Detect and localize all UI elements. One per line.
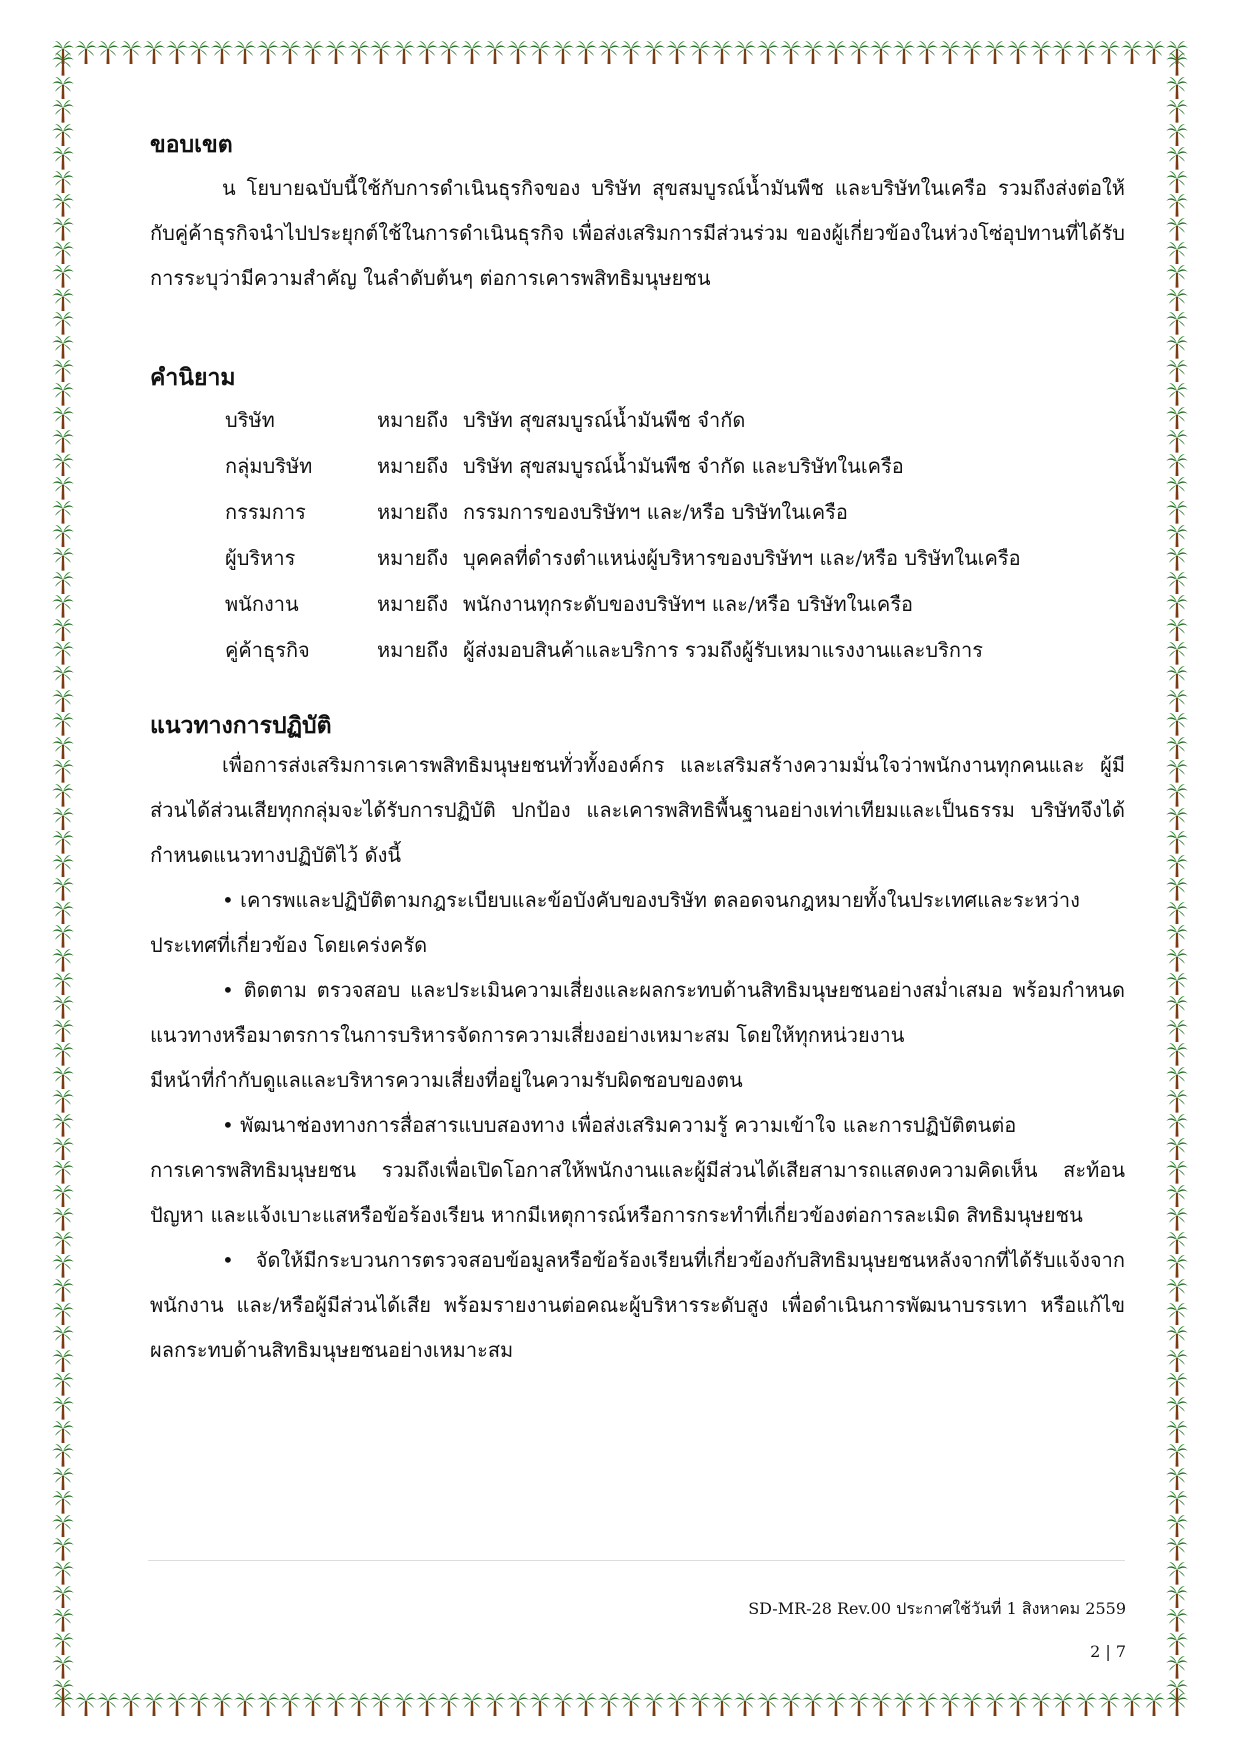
palm-tree-icon xyxy=(1166,406,1188,430)
palm-tree-icon xyxy=(1166,241,1188,265)
palm-tree-icon xyxy=(484,1692,506,1716)
palm-tree-icon xyxy=(689,40,711,64)
definition-text: บริษัท สุขสมบูรณ์น้ำมันพืช จำกัด xyxy=(463,408,746,432)
palm-tree-icon xyxy=(757,1692,779,1716)
palm-tree-icon xyxy=(1166,123,1188,147)
palm-tree-icon xyxy=(52,1089,74,1113)
palm-tree-icon xyxy=(893,40,915,64)
palm-tree-icon xyxy=(166,40,188,64)
palm-tree-icon xyxy=(52,948,74,972)
palm-tree-icon xyxy=(143,1692,165,1716)
palm-tree-icon xyxy=(52,736,74,760)
palm-tree-icon xyxy=(1166,1302,1188,1326)
palm-tree-icon xyxy=(1166,146,1188,170)
palm-tree-icon xyxy=(52,1443,74,1467)
palm-tree-icon xyxy=(52,1160,74,1184)
palm-tree-icon xyxy=(325,1692,347,1716)
palm-tree-icon xyxy=(52,99,74,123)
palm-tree-icon xyxy=(52,1349,74,1373)
palm-tree-icon xyxy=(393,40,415,64)
palm-tree-icon xyxy=(598,1692,620,1716)
palm-tree-icon xyxy=(620,1692,642,1716)
palm-tree-icon xyxy=(393,1692,415,1716)
footer-document-reference: SD-MR-28 Rev.00 ประกาศใช้วันที่ 1 สิงหาคม 2559 xyxy=(748,1599,1126,1618)
palm-tree-icon xyxy=(1166,382,1188,406)
palm-tree-icon xyxy=(1166,1137,1188,1161)
palm-tree-icon xyxy=(780,1692,802,1716)
palm-tree-icon xyxy=(939,1692,961,1716)
palm-tree-icon xyxy=(52,123,74,147)
palm-tree-icon xyxy=(666,40,688,64)
palm-tree-icon xyxy=(643,40,665,64)
palm-tree-icon xyxy=(1166,1655,1188,1679)
palm-tree-icon xyxy=(188,40,210,64)
palm-tree-icon xyxy=(52,217,74,241)
definition-means: หมายถึง xyxy=(377,454,449,478)
palm-tree-icon xyxy=(438,40,460,64)
palm-tree-icon xyxy=(1166,854,1188,878)
palm-tree-icon xyxy=(1166,972,1188,996)
bullet-1: • เคารพและปฏิบัติตามกฎระเบียบและข้อบังคับของบริษัท ตลอดจนกฎหมายทั้งในประเทศและระหว่าง xyxy=(222,888,1080,912)
palm-tree-icon xyxy=(1166,76,1188,100)
palm-tree-icon xyxy=(52,193,74,217)
palm-tree-icon xyxy=(52,476,74,500)
palm-tree-icon xyxy=(1166,359,1188,383)
palm-tree-icon xyxy=(1166,524,1188,548)
palm-tree-icon xyxy=(1166,948,1188,972)
guidelines-heading: แนวทางการปฏิบัติ xyxy=(150,712,332,739)
palm-tree-icon xyxy=(916,40,938,64)
palm-tree-icon xyxy=(848,40,870,64)
palm-tree-icon xyxy=(52,288,74,312)
palm-tree-icon xyxy=(52,382,74,406)
palm-tree-icon xyxy=(1007,40,1029,64)
palm-tree-icon xyxy=(1098,1692,1120,1716)
palm-tree-icon xyxy=(1166,453,1188,477)
palm-tree-icon xyxy=(52,524,74,548)
palm-tree-icon xyxy=(643,1692,665,1716)
palm-tree-icon xyxy=(802,1692,824,1716)
palm-tree-icon xyxy=(1166,618,1188,642)
palm-tree-icon xyxy=(52,1655,74,1679)
palm-tree-icon xyxy=(1166,901,1188,925)
palm-tree-icon xyxy=(52,1231,74,1255)
palm-tree-icon xyxy=(1166,783,1188,807)
definitions-list xyxy=(225,397,1125,673)
palm-tree-icon xyxy=(1166,547,1188,571)
palm-tree-icon xyxy=(52,854,74,878)
palm-tree-icon xyxy=(984,40,1006,64)
palm-tree-icon xyxy=(870,40,892,64)
palm-tree-icon xyxy=(1075,40,1097,64)
definition-text: ผู้ส่งมอบสินค้าและบริการ รวมถึงผู้รับเหมาแรงงานและบริการ xyxy=(463,638,983,662)
palm-tree-icon xyxy=(52,1396,74,1420)
palm-tree-icon xyxy=(120,40,142,64)
palm-tree-icon xyxy=(939,40,961,64)
bullet-3-continuation: การเคารพสิทธิมนุษยชน รวมถึงเพื่อเปิดโอกาสให้พนักงานและผู้มีส่วนได้เสียสามารถแสดงความคิดเห็น สะท้อนปัญหา และแจ้งเบาะแสหรือข้อร้องเรียน หากมีเหตุการณ์หรือการกระทำที่เกี่ยวข้องต่อการละเมิด สิทธิมนุษยชน xyxy=(150,1158,1125,1227)
palm-tree-icon xyxy=(75,40,97,64)
palm-tree-icon xyxy=(52,335,74,359)
palm-tree-icon xyxy=(1166,1420,1188,1444)
palm-tree-icon xyxy=(575,40,597,64)
palm-tree-icon xyxy=(1166,1254,1188,1278)
definition-row xyxy=(225,397,1125,443)
palm-tree-icon xyxy=(1166,335,1188,359)
palm-tree-icon xyxy=(1166,759,1188,783)
definition-row xyxy=(225,581,1125,627)
palm-tree-icon xyxy=(1166,1019,1188,1043)
bullet-2: • ติดตาม ตรวจสอบ และประเมินความเสี่ยงและผลกระทบด้านสิทธิมนุษยชนอย่างสม่ำเสมอ พร้อมกำหนดแนวทางหรือมาตรการในการบริหารจัดการความเสี่ยงอย่างเหมาะสม โดยให้ทุกหน่วยงาน xyxy=(150,978,1125,1047)
palm-tree-icon xyxy=(52,1585,74,1609)
palm-tree-icon xyxy=(52,1066,74,1090)
palm-tree-icon xyxy=(1121,1692,1143,1716)
palm-tree-icon xyxy=(52,972,74,996)
palm-tree-icon xyxy=(1166,193,1188,217)
palm-tree-icon xyxy=(1166,217,1188,241)
palm-tree-icon xyxy=(1075,1692,1097,1716)
palm-tree-icon xyxy=(52,170,74,194)
palm-tree-icon xyxy=(52,1302,74,1326)
palm-tree-icon xyxy=(1166,1207,1188,1231)
palm-tree-icon xyxy=(1166,1679,1188,1703)
palm-tree-icon xyxy=(279,40,301,64)
palm-tree-icon xyxy=(52,1019,74,1043)
palm-tree-icon xyxy=(1166,1089,1188,1113)
palm-tree-icon xyxy=(97,40,119,64)
palm-tree-icon xyxy=(52,1514,74,1538)
palm-tree-icon xyxy=(1166,429,1188,453)
definition-means: หมายถึง xyxy=(377,592,449,616)
palm-tree-icon xyxy=(1166,1113,1188,1137)
palm-tree-icon xyxy=(507,40,529,64)
palm-tree-icon xyxy=(1166,924,1188,948)
palm-tree-icon xyxy=(52,1679,74,1703)
palm-tree-icon xyxy=(552,1692,574,1716)
footer-divider xyxy=(148,1560,1125,1561)
palm-tree-icon xyxy=(52,359,74,383)
palm-tree-icon xyxy=(52,807,74,831)
palm-tree-icon xyxy=(52,1420,74,1444)
palm-tree-icon xyxy=(1052,40,1074,64)
palm-tree-icon xyxy=(348,1692,370,1716)
palm-tree-icon xyxy=(1166,1467,1188,1491)
palm-tree-icon xyxy=(1143,40,1165,64)
palm-tree-icon xyxy=(1166,736,1188,760)
palm-tree-icon xyxy=(893,1692,915,1716)
palm-tree-icon xyxy=(1166,1514,1188,1538)
palm-tree-icon xyxy=(52,1278,74,1302)
bullet-2-continuation: มีหน้าที่กำกับดูแลและบริหารความเสี่ยงที่อยู่ในความรับผิดชอบของตน xyxy=(150,1068,743,1092)
palm-tree-icon xyxy=(234,1692,256,1716)
palm-tree-icon xyxy=(52,830,74,854)
palm-tree-icon xyxy=(1007,1692,1029,1716)
palm-tree-icon xyxy=(52,453,74,477)
palm-tree-icon xyxy=(1166,995,1188,1019)
bullet-4: • จัดให้มีกระบวนการตรวจสอบข้อมูลหรือข้อร้องเรียนที่เกี่ยวข้องกับสิทธิมนุษยชนหลังจากที่ได้รับแจ้งจากพนักงาน และ/หรือผู้มีส่วนได้เสีย พร้อมรายงานต่อคณะผู้บริหารระดับสูง เพื่อดำเนินการพัฒนาบรรเทา หรือแก้ไขผลกระทบด้านสิทธิมนุษยชนอย่างเหมาะสม xyxy=(150,1248,1125,1362)
definition-row xyxy=(225,489,1125,535)
palm-tree-icon xyxy=(1166,1160,1188,1184)
palm-tree-icon xyxy=(52,1467,74,1491)
palm-tree-icon xyxy=(1166,1443,1188,1467)
definition-text: บริษัท สุขสมบูรณ์น้ำมันพืช จำกัด และบริษัทในเครือ xyxy=(463,454,904,478)
definition-term: กรรมการ xyxy=(225,500,306,524)
palm-tree-icon xyxy=(1052,1692,1074,1716)
palm-tree-icon xyxy=(52,241,74,265)
palm-tree-icon xyxy=(1166,264,1188,288)
definition-row xyxy=(225,443,1125,489)
palm-tree-icon xyxy=(1030,40,1052,64)
palm-tree-icon xyxy=(279,1692,301,1716)
palm-tree-icon xyxy=(507,1692,529,1716)
palm-tree-icon xyxy=(961,40,983,64)
palm-tree-icon xyxy=(1166,1325,1188,1349)
palm-tree-icon xyxy=(529,1692,551,1716)
palm-tree-icon xyxy=(1166,1184,1188,1208)
palm-tree-icon xyxy=(52,594,74,618)
palm-tree-icon xyxy=(416,40,438,64)
bullet-1-continuation: ประเทศที่เกี่ยวข้อง โดยเคร่งครัด xyxy=(150,933,428,957)
palm-tree-icon xyxy=(1166,1231,1188,1255)
definition-term: ผู้บริหาร xyxy=(225,546,296,570)
palm-tree-icon xyxy=(1166,1349,1188,1373)
palm-tree-icon xyxy=(52,877,74,901)
palm-tree-icon xyxy=(1166,1561,1188,1585)
palm-tree-icon xyxy=(52,547,74,571)
palm-tree-icon xyxy=(1143,1692,1165,1716)
page-number: 2 | 7 xyxy=(1090,1642,1126,1661)
palm-tree-icon xyxy=(52,406,74,430)
palm-tree-icon xyxy=(1166,594,1188,618)
palm-tree-icon xyxy=(1166,1066,1188,1090)
palm-tree-icon xyxy=(1166,1537,1188,1561)
palm-tree-icon xyxy=(1166,665,1188,689)
palm-tree-icon xyxy=(529,40,551,64)
definition-term: คู่ค้าธุรกิจ xyxy=(225,638,310,662)
palm-tree-icon xyxy=(1166,830,1188,854)
palm-tree-icon xyxy=(1030,1692,1052,1716)
palm-tree-icon xyxy=(1166,476,1188,500)
palm-tree-icon xyxy=(188,1692,210,1716)
palm-tree-icon xyxy=(120,1692,142,1716)
page-border-right xyxy=(1166,52,1188,1702)
palm-tree-icon xyxy=(461,1692,483,1716)
palm-tree-icon xyxy=(802,40,824,64)
palm-tree-icon xyxy=(52,1207,74,1231)
palm-tree-icon xyxy=(1166,99,1188,123)
scope-paragraph: น โยบายฉบับนี้ใช้กับการดำเนินธุรกิจของ บริษัท สุขสมบูรณ์น้ำมันพืช และบริษัทในเครือ รวมถึงส่งต่อให้กับคู่ค้าธุรกิจนำไปประยุกต์ใช้ในการดำเนินธุรกิจ เพื่อส่งเสริมการมีส่วนร่วม ของผู้เกี่ยวข้องในห่วงโซ่อุปทานที่ได้รับการระบุว่ามีความสำคัญ ในลำดับต้นๆ ต่อการเคารพสิทธิมนุษยชน xyxy=(150,176,1125,290)
palm-tree-icon xyxy=(711,1692,733,1716)
palm-tree-icon xyxy=(1166,170,1188,194)
palm-tree-icon xyxy=(711,40,733,64)
palm-tree-icon xyxy=(52,1561,74,1585)
palm-tree-icon xyxy=(75,1692,97,1716)
palm-tree-icon xyxy=(1166,52,1188,76)
palm-tree-icon xyxy=(1166,689,1188,713)
palm-tree-icon xyxy=(257,1692,279,1716)
palm-tree-icon xyxy=(234,40,256,64)
palm-tree-icon xyxy=(52,1372,74,1396)
palm-tree-icon xyxy=(52,995,74,1019)
definition-means: หมายถึง xyxy=(377,546,449,570)
palm-tree-icon xyxy=(52,1537,74,1561)
document-body xyxy=(150,128,1125,1373)
palm-tree-icon xyxy=(870,1692,892,1716)
palm-tree-icon xyxy=(734,40,756,64)
palm-tree-icon xyxy=(1166,1632,1188,1656)
palm-tree-icon xyxy=(52,689,74,713)
palm-tree-icon xyxy=(825,40,847,64)
palm-tree-icon xyxy=(52,1325,74,1349)
palm-tree-icon xyxy=(1166,1585,1188,1609)
palm-tree-icon xyxy=(1166,311,1188,335)
page-border-top xyxy=(52,40,1188,64)
palm-tree-icon xyxy=(689,1692,711,1716)
palm-tree-icon xyxy=(1121,40,1143,64)
definition-means: หมายถึง xyxy=(377,638,449,662)
palm-tree-icon xyxy=(1166,1278,1188,1302)
palm-tree-icon xyxy=(984,1692,1006,1716)
guidelines-intro: เพื่อการส่งเสริมการเคารพสิทธิมนุษยชนทั่วทั้งองค์กร และเสริมสร้างความมั่นใจว่าพนักงานทุกคนและ ผู้มีส่วนได้ส่วนเสียทุกกลุ่มจะได้รับการปฏิบัติ ปกป้อง และเคารพสิทธิพื้นฐานอย่างเท่าเทียมและเป็นธรรม บริษัทจึงได้กำหนดแนวทางปฏิบัติไว้ ดังนี้ xyxy=(150,753,1125,867)
palm-tree-icon xyxy=(97,1692,119,1716)
definition-row xyxy=(225,535,1125,581)
palm-tree-icon xyxy=(1166,1490,1188,1514)
palm-tree-icon xyxy=(757,40,779,64)
palm-tree-icon xyxy=(598,40,620,64)
palm-tree-icon xyxy=(143,40,165,64)
palm-tree-icon xyxy=(484,40,506,64)
palm-tree-icon xyxy=(52,1632,74,1656)
palm-tree-icon xyxy=(52,429,74,453)
palm-tree-icon xyxy=(1166,641,1188,665)
palm-tree-icon xyxy=(52,712,74,736)
palm-tree-icon xyxy=(1166,500,1188,524)
palm-tree-icon xyxy=(848,1692,870,1716)
definition-text: กรรมการของบริษัทฯ และ/หรือ บริษัทในเครือ xyxy=(463,500,848,524)
palm-tree-icon xyxy=(52,759,74,783)
page-border-left xyxy=(52,52,74,1702)
page-border-bottom xyxy=(52,1692,1188,1716)
definition-term: พนักงาน xyxy=(225,592,299,616)
palm-tree-icon xyxy=(52,783,74,807)
palm-tree-icon xyxy=(211,40,233,64)
definitions-heading: คำนิยาม xyxy=(150,364,236,391)
palm-tree-icon xyxy=(52,1608,74,1632)
palm-tree-icon xyxy=(52,1254,74,1278)
palm-tree-icon xyxy=(1166,288,1188,312)
palm-tree-icon xyxy=(325,40,347,64)
palm-tree-icon xyxy=(370,1692,392,1716)
palm-tree-icon xyxy=(1166,877,1188,901)
palm-tree-icon xyxy=(211,1692,233,1716)
palm-tree-icon xyxy=(52,264,74,288)
palm-tree-icon xyxy=(916,1692,938,1716)
palm-tree-icon xyxy=(52,618,74,642)
palm-tree-icon xyxy=(52,641,74,665)
definition-text: บุคคลที่ดำรงตำแหน่งผู้บริหารของบริษัทฯ และ/หรือ บริษัทในเครือ xyxy=(463,546,1021,570)
palm-tree-icon xyxy=(52,146,74,170)
palm-tree-icon xyxy=(166,1692,188,1716)
palm-tree-icon xyxy=(52,500,74,524)
palm-tree-icon xyxy=(52,665,74,689)
palm-tree-icon xyxy=(1166,571,1188,595)
definition-term: กลุ่มบริษัท xyxy=(225,454,313,478)
palm-tree-icon xyxy=(666,1692,688,1716)
palm-tree-icon xyxy=(52,571,74,595)
palm-tree-icon xyxy=(1166,1042,1188,1066)
palm-tree-icon xyxy=(1166,1608,1188,1632)
palm-tree-icon xyxy=(348,40,370,64)
palm-tree-icon xyxy=(575,1692,597,1716)
definition-means: หมายถึง xyxy=(377,500,449,524)
palm-tree-icon xyxy=(552,40,574,64)
palm-tree-icon xyxy=(302,40,324,64)
palm-tree-icon xyxy=(52,1042,74,1066)
palm-tree-icon xyxy=(734,1692,756,1716)
palm-tree-icon xyxy=(52,311,74,335)
palm-tree-icon xyxy=(52,1490,74,1514)
palm-tree-icon xyxy=(302,1692,324,1716)
palm-tree-icon xyxy=(257,40,279,64)
definition-means: หมายถึง xyxy=(377,408,449,432)
palm-tree-icon xyxy=(961,1692,983,1716)
palm-tree-icon xyxy=(461,40,483,64)
palm-tree-icon xyxy=(52,1184,74,1208)
palm-tree-icon xyxy=(416,1692,438,1716)
palm-tree-icon xyxy=(52,1137,74,1161)
definition-text: พนักงานทุกระดับของบริษัทฯ และ/หรือ บริษัทในเครือ xyxy=(463,592,914,616)
palm-tree-icon xyxy=(1166,807,1188,831)
scope-heading: ขอบเขต xyxy=(150,131,233,158)
bullet-3: • พัฒนาช่องทางการสื่อสารแบบสองทาง เพื่อส่งเสริมความรู้ ความเข้าใจ และการปฏิบัติตนต่อ xyxy=(222,1113,1017,1137)
palm-tree-icon xyxy=(438,1692,460,1716)
palm-tree-icon xyxy=(52,901,74,925)
palm-tree-icon xyxy=(1166,1396,1188,1420)
palm-tree-icon xyxy=(1166,712,1188,736)
palm-tree-icon xyxy=(620,40,642,64)
palm-tree-icon xyxy=(1098,40,1120,64)
palm-tree-icon xyxy=(52,924,74,948)
palm-tree-icon xyxy=(52,52,74,76)
definition-row xyxy=(225,627,1125,673)
palm-tree-icon xyxy=(52,1113,74,1137)
palm-tree-icon xyxy=(52,76,74,100)
palm-tree-icon xyxy=(825,1692,847,1716)
palm-tree-icon xyxy=(370,40,392,64)
palm-tree-icon xyxy=(1166,1372,1188,1396)
palm-tree-icon xyxy=(780,40,802,64)
definition-term: บริษัท xyxy=(225,408,275,432)
